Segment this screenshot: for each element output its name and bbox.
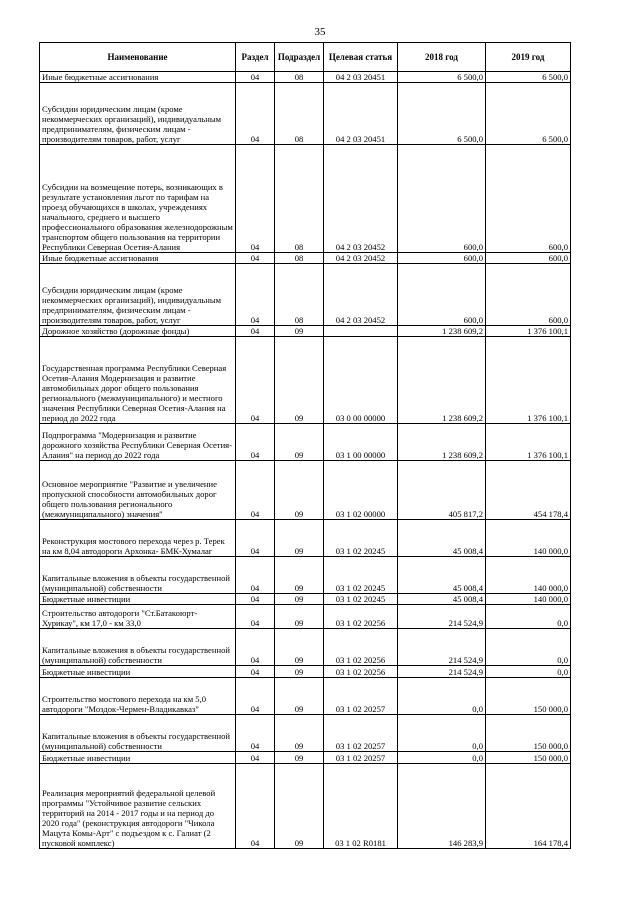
row-subsection-cell: 09 <box>275 629 324 666</box>
row-subsection-cell: 09 <box>275 605 324 629</box>
row-section-cell: 04 <box>236 764 275 849</box>
row-2018-cell: 1 238 609,2 <box>398 326 486 337</box>
column-header-target: Целевая статья <box>324 43 398 72</box>
row-2018-cell: 6 500,0 <box>398 83 486 145</box>
row-2018-cell: 45 008,4 <box>398 557 486 594</box>
row-name-cell: Иные бюджетные ассигнования <box>40 253 236 264</box>
row-2018-cell: 214 524,9 <box>398 666 486 678</box>
row-target-cell: 03 1 00 00000 <box>324 424 398 461</box>
row-2018-cell: 1 238 609,2 <box>398 424 486 461</box>
table-row <box>40 424 571 461</box>
table-row <box>40 264 571 326</box>
table-row <box>40 326 571 337</box>
column-header-section: Раздел <box>236 43 275 72</box>
row-section-cell: 04 <box>236 752 275 764</box>
row-subsection-cell: 08 <box>275 83 324 145</box>
table-row <box>40 666 571 678</box>
row-2019-cell: 6 500,0 <box>486 83 571 145</box>
row-target-cell: 03 1 02 20245 <box>324 594 398 605</box>
row-section-cell: 04 <box>236 83 275 145</box>
row-subsection-cell: 09 <box>275 520 324 557</box>
row-2018-cell: 0,0 <box>398 752 486 764</box>
row-target-cell: 03 1 02 20245 <box>324 557 398 594</box>
table-body <box>40 72 571 849</box>
row-subsection-cell: 08 <box>275 72 324 83</box>
row-subsection-cell: 09 <box>275 594 324 605</box>
row-2019-cell: 150 000,0 <box>486 715 571 752</box>
row-name-cell: Дорожное хозяйство (дорожные фонды) <box>40 326 236 337</box>
row-2018-cell: 214 524,9 <box>398 605 486 629</box>
row-name-cell: Подпрограмма "Модернизация и развитие дорожного хозяйства Республики Северная Осетия-Алания" на период до 2022 года <box>40 424 236 461</box>
row-section-cell: 04 <box>236 715 275 752</box>
row-subsection-cell: 09 <box>275 337 324 424</box>
row-target-cell: 04 2 03 20452 <box>324 264 398 326</box>
row-section-cell: 04 <box>236 605 275 629</box>
column-header-name: Наименование <box>40 43 236 72</box>
row-name-cell: Субсидии на возмещение потерь, возникающих в результате установления льгот по тарифам на проезд обучающихся в школах, учреждениях начального, среднего и высшего профессионального образования железнодорожным транспортом общего пользования на территории Республики Северная Осетия-Алания <box>40 145 236 253</box>
row-name-cell: Строительство мостового перехода на км 5,0 автодороги "Моздок-Чермен-Владикавказ" <box>40 678 236 715</box>
row-2018-cell: 405 817,2 <box>398 461 486 520</box>
row-2019-cell: 600,0 <box>486 145 571 253</box>
row-section-cell: 04 <box>236 629 275 666</box>
row-2018-cell: 600,0 <box>398 264 486 326</box>
row-target-cell: 03 1 02 00000 <box>324 461 398 520</box>
row-target-cell: 03 1 02 20256 <box>324 629 398 666</box>
row-target-cell: 03 1 02 20256 <box>324 605 398 629</box>
row-2019-cell: 0,0 <box>486 605 571 629</box>
row-name-cell: Капитальные вложения в объекты государственной (муниципальной) собственности <box>40 629 236 666</box>
row-2019-cell: 150 000,0 <box>486 678 571 715</box>
row-section-cell: 04 <box>236 326 275 337</box>
table-row <box>40 337 571 424</box>
row-subsection-cell: 09 <box>275 764 324 849</box>
row-2018-cell: 6 500,0 <box>398 72 486 83</box>
row-target-cell: 04 2 03 20451 <box>324 83 398 145</box>
row-subsection-cell: 09 <box>275 461 324 520</box>
row-subsection-cell: 09 <box>275 752 324 764</box>
row-target-cell: 04 2 03 20452 <box>324 145 398 253</box>
row-target-cell: 03 1 02 20257 <box>324 715 398 752</box>
row-name-cell: Строительство автодороги "Ст.Батакоюрт-Хурикау", км 17,0 - км 33,0 <box>40 605 236 629</box>
row-subsection-cell: 08 <box>275 264 324 326</box>
row-target-cell: 04 2 03 20451 <box>324 72 398 83</box>
row-section-cell: 04 <box>236 461 275 520</box>
row-section-cell: 04 <box>236 557 275 594</box>
row-section-cell: 04 <box>236 666 275 678</box>
row-2018-cell: 214 524,9 <box>398 629 486 666</box>
table-row <box>40 715 571 752</box>
row-target-cell: 04 2 03 20452 <box>324 253 398 264</box>
row-subsection-cell: 09 <box>275 678 324 715</box>
row-section-cell: 04 <box>236 337 275 424</box>
table-row <box>40 461 571 520</box>
row-target-cell: 03 1 02 20256 <box>324 666 398 678</box>
table-row <box>40 72 571 83</box>
row-2018-cell: 1 238 609,2 <box>398 337 486 424</box>
row-target-cell: 03 1 02 20257 <box>324 678 398 715</box>
row-2019-cell: 150 000,0 <box>486 752 571 764</box>
table-row <box>40 629 571 666</box>
row-target-cell: 03 1 02 20257 <box>324 752 398 764</box>
row-subsection-cell: 09 <box>275 715 324 752</box>
row-target-cell: 03 1 02 R0181 <box>324 764 398 849</box>
row-subsection-cell: 09 <box>275 557 324 594</box>
row-section-cell: 04 <box>236 145 275 253</box>
row-subsection-cell: 09 <box>275 326 324 337</box>
table-row <box>40 752 571 764</box>
row-name-cell: Субсидии юридическим лицам (кроме некоммерческих организаций), индивидуальным предпринимателям, физическим лицам - производителям товаров, работ, услуг <box>40 264 236 326</box>
row-name-cell: Бюджетные инвестиции <box>40 666 236 678</box>
row-2019-cell: 140 000,0 <box>486 520 571 557</box>
table-row <box>40 594 571 605</box>
row-section-cell: 04 <box>236 520 275 557</box>
column-header-2018: 2018 год <box>398 43 486 72</box>
row-2019-cell: 140 000,0 <box>486 557 571 594</box>
row-2018-cell: 45 008,4 <box>398 594 486 605</box>
row-2019-cell: 0,0 <box>486 666 571 678</box>
column-header-subsection: Подраздел <box>275 43 324 72</box>
row-section-cell: 04 <box>236 253 275 264</box>
row-subsection-cell: 09 <box>275 424 324 461</box>
row-name-cell: Реализация мероприятий федеральной целевой программы "Устойчивое развитие сельских территорий на 2014 - 2017 годы и на период до 2020 года" (реконструкция автодороги "Чикола Мацута Комы-Арт" с подъездом к с. Галиат (2 пусковой комплекс) <box>40 764 236 849</box>
row-name-cell: Основное мероприятие "Развитие и увеличение пропускной способности автомобильных дорог общего пользования регионального (межмуниципального) значения" <box>40 461 236 520</box>
row-target-cell <box>324 326 398 337</box>
table-row <box>40 557 571 594</box>
table-header-row <box>40 43 571 72</box>
row-2019-cell: 1 376 100,1 <box>486 424 571 461</box>
row-2018-cell: 600,0 <box>398 145 486 253</box>
row-section-cell: 04 <box>236 424 275 461</box>
row-2019-cell: 164 178,4 <box>486 764 571 849</box>
row-name-cell: Реконструкция мостового перехода через р. Терек на км 8,04 автодороги Архонка- БМК-Хумалаг <box>40 520 236 557</box>
row-section-cell: 04 <box>236 594 275 605</box>
row-2019-cell: 140 000,0 <box>486 594 571 605</box>
row-name-cell: Бюджетные инвестиции <box>40 594 236 605</box>
row-2019-cell: 600,0 <box>486 253 571 264</box>
row-name-cell: Капитальные вложения в объекты государственной (муниципальной) собственности <box>40 715 236 752</box>
table-row <box>40 253 571 264</box>
row-2019-cell: 1 376 100,1 <box>486 326 571 337</box>
row-2019-cell: 600,0 <box>486 264 571 326</box>
row-name-cell: Субсидии юридическим лицам (кроме некоммерческих организаций), индивидуальным предпринимателям, физическим лицам - производителям товаров, работ, услуг <box>40 83 236 145</box>
row-section-cell: 04 <box>236 72 275 83</box>
table-row <box>40 145 571 253</box>
row-subsection-cell: 09 <box>275 666 324 678</box>
row-2018-cell: 0,0 <box>398 715 486 752</box>
row-2018-cell: 146 283,9 <box>398 764 486 849</box>
column-header-2019: 2019 год <box>486 43 571 72</box>
row-2019-cell: 1 376 100,1 <box>486 337 571 424</box>
row-section-cell: 04 <box>236 678 275 715</box>
row-name-cell: Капитальные вложения в объекты государственной (муниципальной) собственности <box>40 557 236 594</box>
table-row <box>40 83 571 145</box>
budget-table <box>39 42 571 849</box>
row-2019-cell: 6 500,0 <box>486 72 571 83</box>
row-name-cell: Иные бюджетные ассигнования <box>40 72 236 83</box>
table-row <box>40 605 571 629</box>
row-subsection-cell: 08 <box>275 145 324 253</box>
row-2018-cell: 0,0 <box>398 678 486 715</box>
row-subsection-cell: 08 <box>275 253 324 264</box>
row-name-cell: Государственная программа Республики Северная Осетия-Алания Модернизация и развитие автомобильных дорог общего пользования регионального (межмуниципального) и местного значения Республики Северная Осетия-Алания на период до 2022 года <box>40 337 236 424</box>
row-2018-cell: 45 008,4 <box>398 520 486 557</box>
table-row <box>40 678 571 715</box>
row-section-cell: 04 <box>236 264 275 326</box>
table-row <box>40 764 571 849</box>
row-target-cell: 03 1 02 20245 <box>324 520 398 557</box>
row-2019-cell: 0,0 <box>486 629 571 666</box>
table-row <box>40 520 571 557</box>
row-target-cell: 03 0 00 00000 <box>324 337 398 424</box>
row-2019-cell: 454 178,4 <box>486 461 571 520</box>
page-number: 35 <box>314 26 326 38</box>
row-name-cell: Бюджетные инвестиции <box>40 752 236 764</box>
row-2018-cell: 600,0 <box>398 253 486 264</box>
